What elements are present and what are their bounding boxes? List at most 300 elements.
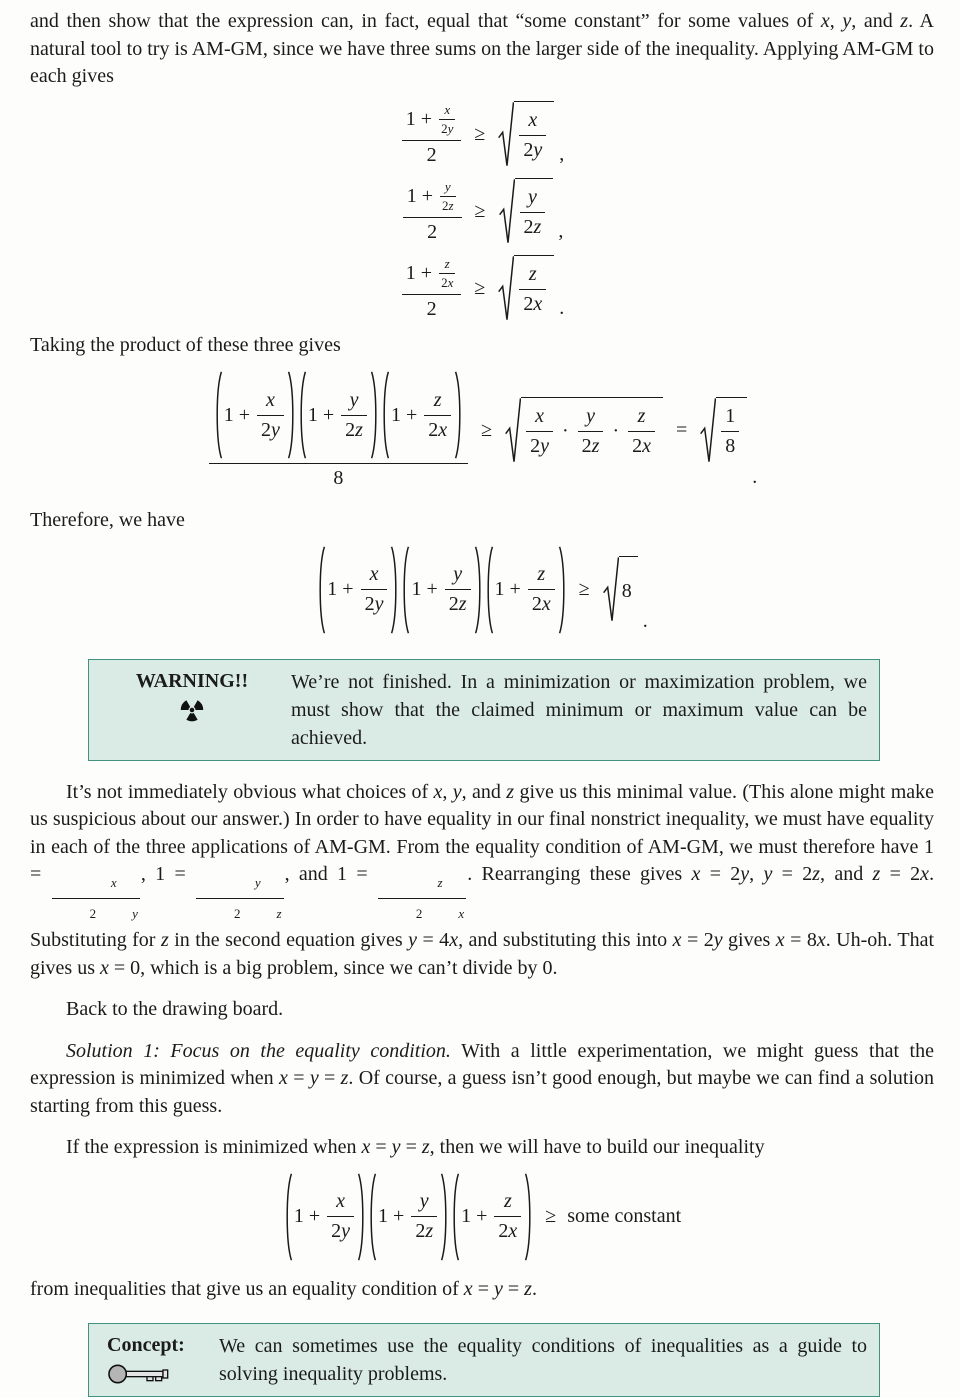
math-variable: z (591, 435, 600, 457)
math-text: , then we will have to build our inequality (429, 1136, 765, 1158)
math-variable: x (463, 1277, 473, 1300)
radiation-icon (179, 697, 205, 723)
numerator (528, 562, 555, 590)
square-root (499, 178, 554, 245)
fraction (628, 404, 655, 459)
math-variable: y (527, 186, 537, 208)
square-root (505, 397, 663, 464)
math-variable: z (872, 863, 881, 885)
right-paren-icon (440, 1172, 449, 1262)
concept-box (88, 1323, 880, 1397)
math-variable: x (369, 563, 379, 585)
paragraph-solution1 (30, 1038, 934, 1121)
fraction (445, 562, 471, 617)
radicand (619, 556, 638, 623)
numerator (196, 869, 284, 899)
am-gm-inequality-x (30, 101, 934, 168)
math-variable: x (528, 109, 538, 131)
denominator (578, 432, 604, 459)
math-variable: z (537, 563, 546, 585)
math-variable: z (506, 780, 515, 803)
math-variable: z (533, 216, 542, 238)
fraction (209, 369, 468, 491)
relation-symbol: ≥ (474, 276, 486, 299)
left-paren-icon (381, 370, 390, 460)
math-text: = (287, 1067, 310, 1089)
math-text: 2 (581, 435, 592, 457)
math-variable: x (458, 905, 465, 921)
denominator (519, 136, 546, 163)
math-text: 8 (725, 435, 736, 457)
fraction (519, 108, 546, 163)
denominator (327, 1217, 354, 1244)
math-text: 8 (333, 467, 344, 489)
math-text: 1 + (293, 1205, 326, 1227)
math-variable: z (812, 863, 821, 885)
math-text: 2 (415, 905, 423, 921)
denominator (445, 590, 471, 617)
math-text: = 2 (700, 863, 741, 885)
math-text: 2 (523, 139, 534, 161)
math-variable: x (508, 1220, 518, 1242)
math-text: 2 (364, 593, 375, 615)
some-constant-equation (30, 1172, 934, 1262)
numerator (209, 369, 468, 464)
math-variable: y (493, 1277, 503, 1300)
key-icon (107, 1360, 171, 1388)
fraction (341, 388, 367, 443)
denominator (528, 590, 555, 617)
am-gm-inequality-y (30, 178, 934, 245)
multiplication-dot: · (612, 420, 620, 442)
math-variable: y (309, 1067, 319, 1089)
denominator (440, 197, 456, 214)
math-text: = 2 (880, 863, 921, 885)
right-paren-icon (474, 545, 483, 635)
math-variable: z (355, 418, 363, 441)
math-variable: y (713, 929, 723, 951)
paragraph-drawing-board: Back to the drawing board. (66, 998, 284, 1020)
math-variable: x (265, 388, 275, 411)
radicand (515, 178, 554, 245)
math-variable: x (433, 780, 443, 803)
fraction (526, 404, 553, 459)
relation-symbol: ≥ (545, 1205, 557, 1227)
math-text: 2 (415, 1220, 426, 1242)
parenthesized-group (451, 1172, 533, 1262)
math-variable: x (642, 435, 652, 457)
math-variable: x (110, 875, 117, 890)
math-text: 2 (426, 143, 437, 166)
math-variable: z (340, 1067, 349, 1089)
math-variable: y (408, 929, 417, 951)
math-text: 2 (428, 418, 439, 441)
numerator (721, 404, 739, 432)
fraction (528, 562, 555, 617)
relation-symbol: ≥ (474, 199, 486, 222)
punctuation: , (558, 219, 564, 242)
math-variable: z (448, 197, 454, 213)
math-variable: x (449, 929, 459, 951)
numerator (52, 869, 140, 899)
numerator (378, 869, 466, 899)
product-inequality-equation (30, 369, 934, 491)
radicand (514, 101, 554, 168)
math-text: = 2 (681, 929, 714, 951)
math-text: 2 (260, 418, 271, 441)
numerator (519, 262, 546, 290)
math-variable: x (820, 10, 830, 32)
math-text: 1 + (494, 578, 526, 600)
right-paren-icon (370, 370, 379, 460)
numerator (341, 388, 367, 416)
math-text: , and 1 = (284, 863, 377, 885)
math-variable: z (503, 1190, 512, 1212)
paragraph-equality-analysis (30, 779, 934, 983)
denominator (52, 899, 140, 928)
left-paren-icon (317, 545, 326, 635)
paragraph-build-inequality (30, 1134, 934, 1162)
radical-sign-icon (498, 255, 514, 322)
denominator (257, 416, 284, 443)
radical-sign-icon (498, 101, 514, 168)
denominator (361, 590, 388, 617)
left-paren-icon (401, 545, 410, 635)
parenthesized-group (381, 370, 463, 460)
math-variable: z (425, 1220, 434, 1242)
numerator (439, 256, 455, 274)
math-text: in the second equation gives (168, 929, 409, 951)
relation-symbol: = (676, 418, 688, 441)
math-text: , and (461, 780, 507, 803)
multiplication-dot: · (561, 420, 569, 442)
relation-symbol: ≥ (578, 578, 590, 600)
numerator (402, 255, 462, 295)
paren-content (377, 1172, 440, 1262)
warning-title: WARNING!! (135, 669, 249, 692)
math-text: 1 + (307, 403, 340, 426)
math-variable: z (437, 875, 443, 890)
math-variable: z (637, 405, 646, 427)
numerator (411, 1189, 437, 1217)
math-variable: x (816, 929, 826, 951)
fraction (721, 404, 739, 459)
concept-title: Concept: (107, 1334, 185, 1356)
denominator (402, 141, 462, 168)
radicand (716, 397, 747, 464)
math-text: = (472, 1277, 494, 1300)
math-variable: z (528, 263, 537, 285)
numerator (402, 101, 462, 141)
numerator (519, 108, 546, 136)
radical-sign-icon (603, 556, 619, 623)
math-text: 1 + (327, 578, 359, 600)
math-variable: x (691, 863, 701, 885)
math-variable: y (349, 388, 359, 411)
math-text: , and substituting this into (458, 929, 673, 951)
warning-box (88, 659, 880, 761)
radical-sign-icon (505, 397, 521, 464)
math-text: . Uh-oh. That gives us (30, 929, 935, 979)
math-variable: z (524, 1277, 532, 1300)
fraction (327, 1189, 354, 1244)
math-text: = 2 (772, 863, 813, 885)
numerator (494, 1189, 521, 1217)
math-text: = 0, which is a big problem, since we can’t divide by 0. (108, 956, 558, 979)
math-variable: z (900, 10, 909, 32)
math-text: = (318, 1067, 341, 1089)
punctuation: , (559, 142, 565, 165)
fraction (520, 185, 546, 240)
fraction (519, 262, 546, 317)
math-text: 2 (498, 1220, 509, 1242)
math-text: 2 (345, 418, 356, 441)
math-variable: y (419, 1190, 429, 1212)
math-text: . A natural tool to try is AM-GM, since we have three sums on the larger side of the inequality. Applying AM-GM to each gives (30, 10, 934, 87)
denominator (494, 1217, 521, 1244)
numerator (526, 404, 553, 432)
fraction (424, 388, 451, 443)
concept-text: We can sometimes use the equality conditions of inequalities as a guide to solving inequality problems. (219, 1335, 867, 1385)
warning-label-column (103, 668, 281, 752)
therefore-inequality-equation (30, 545, 934, 635)
parenthesized-group (284, 1172, 366, 1262)
math-variable: y (586, 405, 595, 427)
warning-text: We’re not finished. In a minimization or maximization problem, we must show that the claimed minimum or maximum value can be achieved. (291, 670, 867, 749)
numerator (257, 388, 284, 416)
numerator (439, 102, 455, 120)
math-variable: z (421, 1136, 430, 1158)
math-text: , (749, 863, 764, 885)
math-text: gives (722, 929, 776, 951)
math-variable: x (672, 929, 682, 951)
math-variable: y (740, 863, 750, 885)
fraction (52, 869, 140, 927)
parenthesized-group (485, 545, 567, 635)
math-text: 1 + (390, 403, 423, 426)
denominator (721, 432, 739, 459)
math-variable: x (447, 274, 454, 290)
denominator (439, 120, 455, 137)
math-variable: y (132, 905, 138, 921)
fraction (494, 1189, 521, 1244)
math-text: 2 (331, 1220, 342, 1242)
math-text: 2 (234, 905, 241, 921)
math-text: 2 (531, 593, 542, 615)
math-text: 2 (427, 220, 438, 243)
numerator (445, 562, 471, 590)
numerator (440, 179, 456, 197)
fraction (378, 869, 466, 927)
paragraph-intro (30, 8, 934, 91)
math-text: With a little experimentation, we might guess that the expression is minimized when (30, 1039, 934, 1089)
math-variable: x (533, 293, 543, 315)
math-text: . Of course, a guess isn’t good enough, but maybe we can find a solution starting from this guess. (30, 1067, 935, 1117)
math-variable: y (270, 418, 280, 441)
math-variable: z (433, 388, 442, 411)
math-variable: z (276, 905, 282, 921)
numerator (327, 1189, 354, 1217)
punctuation: . (642, 609, 648, 632)
fraction (578, 404, 604, 459)
fraction (361, 562, 388, 617)
math-variable: y (374, 593, 384, 615)
square-root (700, 397, 747, 464)
numerator (361, 562, 388, 590)
math-text: , and (820, 863, 873, 885)
left-paren-icon (298, 370, 307, 460)
math-text: If the expression is minimized when (66, 1136, 362, 1158)
punctuation: . (752, 466, 758, 488)
math-variable: y (341, 1220, 351, 1242)
math-variable: y (254, 875, 261, 890)
denominator (341, 416, 367, 443)
square-root (498, 101, 554, 168)
numerator (578, 404, 604, 432)
numerator (424, 388, 451, 416)
left-paren-icon (368, 1172, 377, 1262)
denominator (209, 464, 468, 491)
paragraph-product-intro: Taking the product of these three gives (30, 333, 341, 356)
relation-symbol: ≥ (481, 418, 493, 441)
punctuation: . (559, 296, 565, 319)
math-variable: y (453, 563, 463, 585)
denominator (196, 899, 284, 928)
numerator (520, 185, 546, 213)
am-gm-equation-group (30, 101, 934, 322)
math-variable: x (775, 929, 785, 951)
math-text: 2 (523, 216, 534, 238)
math-text: . Rearranging these gives (467, 863, 692, 885)
math-variable: z (444, 255, 450, 271)
parenthesized-group (298, 370, 379, 460)
math-variable: y (444, 178, 451, 194)
paragraph-from-inequalities (30, 1276, 934, 1304)
radical-sign-icon (700, 397, 716, 464)
math-variable: x (100, 956, 109, 979)
denominator (411, 1217, 437, 1244)
square-root (498, 255, 554, 322)
fraction (439, 102, 455, 137)
denominator (439, 274, 455, 291)
left-paren-icon (451, 1172, 460, 1262)
square-root (603, 556, 638, 623)
math-variable: y (391, 1136, 401, 1158)
math-text: 2 (530, 435, 541, 457)
math-variable: x (444, 101, 451, 117)
fraction (403, 178, 462, 245)
math-text: 1 + (223, 403, 255, 426)
math-text: some constant (567, 1205, 682, 1227)
math-text: . (531, 1277, 537, 1300)
math-text: 1 + (405, 107, 438, 130)
math-variable: y (447, 120, 454, 136)
parenthesized-group (317, 545, 399, 635)
parenthesized-group (214, 370, 296, 460)
parenthesized-group (368, 1172, 449, 1262)
math-text: , and (851, 10, 901, 32)
math-text: give us this minimal value. (This alone might make us suspicious about our answer.) In order to have equality in our final nonstrict inequality, we must have equality in each of the three applications of AM-GM. From the equality condition of AM-GM, we must therefore have 1 = (30, 780, 935, 885)
denominator (403, 218, 462, 245)
paren-content (223, 370, 287, 460)
left-paren-icon (485, 545, 494, 635)
denominator (526, 432, 553, 459)
paren-content (293, 1172, 357, 1262)
math-text: and then show that the expression can, in fact, equal that “some constant” for some values of (30, 10, 821, 32)
denominator (424, 416, 451, 443)
relation-symbol: ≥ (474, 122, 486, 145)
math-variable: y (533, 139, 543, 161)
paren-content (307, 370, 370, 460)
fraction (440, 179, 456, 214)
math-text: 2 (441, 120, 448, 136)
math-variable: y (452, 780, 462, 803)
italic-text: Solution 1: Focus on the equality condition. (66, 1039, 451, 1062)
fraction (439, 256, 455, 291)
math-text: 8 (621, 579, 632, 602)
math-text: 1 + (411, 578, 443, 600)
math-text: = 8 (784, 929, 817, 951)
left-paren-icon (214, 370, 223, 460)
left-paren-icon (284, 1172, 293, 1262)
math-variable: x (541, 593, 551, 615)
parenthesized-group (401, 545, 482, 635)
math-text: 1 (725, 405, 736, 427)
radicand (521, 397, 663, 464)
math-text: = 4 (416, 929, 450, 951)
right-paren-icon (287, 370, 296, 460)
paren-content (494, 545, 558, 635)
denominator (628, 432, 655, 459)
math-text: 2 (448, 593, 459, 615)
math-variable: z (458, 593, 467, 615)
math-text: = (400, 1136, 422, 1158)
math-text: , (442, 780, 453, 803)
math-variable: x (920, 863, 930, 885)
math-text: 2 (523, 293, 534, 315)
radicand (514, 255, 554, 322)
math-variable: y (842, 10, 852, 32)
math-variable: x (336, 1190, 346, 1212)
math-variable: x (535, 405, 544, 427)
math-text: 2 (89, 905, 97, 921)
math-variable: x (361, 1136, 371, 1158)
math-text: 2 (441, 274, 448, 290)
math-text: 1 + (378, 1205, 410, 1227)
right-paren-icon (357, 1172, 366, 1262)
concept-label-column (103, 1332, 209, 1388)
right-paren-icon (390, 545, 399, 635)
radical-sign-icon (499, 178, 515, 245)
fraction (402, 255, 462, 322)
fraction (196, 869, 284, 927)
math-text: 1 + (405, 261, 438, 284)
denominator (402, 295, 462, 322)
math-text: from inequalities that give us an equality condition of (30, 1277, 464, 1300)
paren-content (410, 545, 473, 635)
math-text: It’s not immediately obvious what choices of (66, 780, 434, 803)
math-text: 2 (426, 297, 437, 320)
paren-content (390, 370, 454, 460)
right-paren-icon (524, 1172, 533, 1262)
math-text: = (370, 1136, 392, 1158)
math-variable: y (763, 863, 773, 885)
paren-content (460, 1172, 524, 1262)
denominator (519, 290, 546, 317)
fraction (411, 1189, 437, 1244)
math-text: 2 (632, 435, 643, 457)
math-variable: x (279, 1067, 288, 1089)
